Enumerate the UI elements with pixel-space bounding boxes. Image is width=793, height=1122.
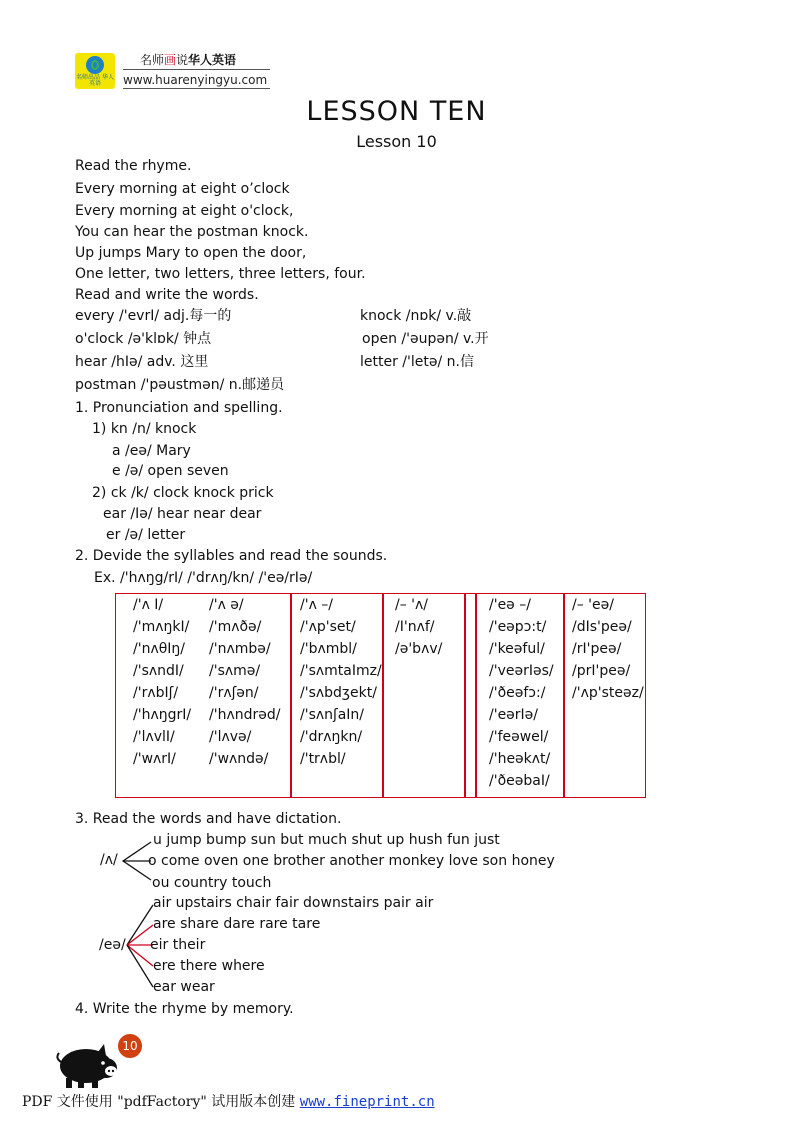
table-cell: /'lʌvə/ (209, 729, 252, 745)
table-cell: /'keəful/ (489, 641, 545, 657)
header-rule (123, 88, 270, 89)
rhyme-title: Every morning at eight o’clock (75, 181, 290, 197)
table-header-cell: /'ʌ I/ (133, 597, 164, 613)
table-cell: /'rʌbIʃ/ (133, 685, 179, 701)
table-cell: /I'nʌf/ (395, 619, 435, 635)
table-cell: /'hʌndrəd/ (209, 707, 281, 723)
table-header-cell: /'ʌ ə/ (209, 597, 244, 613)
table-header-cell: /– 'eə/ (572, 597, 614, 613)
table-cell: /'sʌndI/ (133, 663, 184, 679)
table-cell: /'wʌrI/ (133, 751, 176, 767)
table-cell: /'lʌvlI/ (133, 729, 175, 745)
table-divider (382, 593, 384, 798)
logo-s-icon (86, 56, 104, 74)
phonics-line: a /eə/ Mary (112, 443, 191, 459)
rhyme-line: Every morning at eight o'clock, (75, 203, 294, 219)
table-cell: /'eəpɔ:t/ (489, 619, 547, 635)
sound-label: /eə/ (99, 937, 126, 953)
table-header-cell: /'eə –/ (489, 597, 531, 613)
table-column-6 (572, 594, 644, 704)
brand-part: 名师 (140, 53, 165, 67)
table-cell: /'bʌmbl/ (300, 641, 357, 657)
table-cell: /'drʌŋkn/ (300, 729, 363, 745)
table-divider (464, 593, 466, 798)
word-row: ear wear (153, 979, 215, 995)
table-cell: /'sʌmə/ (209, 663, 261, 679)
table-cell: /'sʌnʃaIn/ (300, 707, 365, 723)
table-cell: /dIs'peə/ (572, 619, 632, 635)
brand-name (140, 53, 236, 68)
table-cell: /'ðeəbaI/ (489, 773, 550, 789)
rhyme-line: You can hear the postman knock. (75, 224, 309, 240)
table-cell: /'ʌp'set/ (300, 619, 356, 635)
footer-text: PDF 文件使用 "pdfFactory" 试用版本创建 (22, 1094, 300, 1110)
rhyme-line: One letter, two letters, three letters, four. (75, 266, 366, 282)
table-cell: /'rʌʃən/ (209, 685, 259, 701)
table-column-3 (300, 594, 382, 770)
header-rule (123, 69, 270, 70)
table-cell: /'sʌbdʒekt/ (300, 685, 377, 701)
word-row: ere there where (153, 958, 265, 974)
section-heading: 3. Read the words and have dictation. (75, 811, 342, 827)
pig-icon (56, 1042, 122, 1090)
table-cell: /'eərIə/ (489, 707, 539, 723)
table-cell: /'mʌðə/ (209, 619, 262, 635)
vocab-entry: postman /'pəustmən/ n.邮递员 (75, 377, 285, 393)
brand-part-red: 画 (164, 53, 177, 67)
page-number-badge: 10 (118, 1034, 142, 1058)
brand-part: 说 (176, 53, 189, 67)
table-header-cell: /– 'ʌ/ (395, 597, 429, 613)
table-cell: /rI'peə/ (572, 641, 622, 657)
example-line: Ex. /'hʌŋg/rI/ /'drʌŋ/kn/ /'eə/rIə/ (94, 570, 313, 586)
logo-caption: 名师出品 华人英语 (76, 74, 114, 87)
instruction-words: Read and write the words. (75, 287, 259, 303)
word-row: air upstairs chair fair downstairs pair air (153, 895, 434, 911)
word-row: ou country touch (152, 875, 272, 891)
table-column-4 (395, 594, 442, 660)
table-cell: /'hʌŋgrI/ (133, 707, 192, 723)
table-cell: /'nʌθIŋ/ (133, 641, 186, 657)
logo (75, 53, 115, 89)
word-row: o come oven one brother another monkey love son honey (148, 853, 555, 869)
table-cell: /'sʌmtaImz/ (300, 663, 382, 679)
table-cell: /'mʌŋkI/ (133, 619, 190, 635)
table-column-2 (209, 594, 280, 770)
vocab-entry: letter /'letə/ n.信 (360, 354, 474, 370)
word-row: are share dare rare tare (153, 916, 321, 932)
brand-part: 华人英语 (188, 53, 237, 67)
page-subtitle: Lesson 10 (356, 132, 437, 151)
section-heading: 4. Write the rhyme by memory. (75, 1001, 294, 1017)
table-divider (475, 593, 477, 798)
vocab-entry: o'clock /ə'klɒk/ 钟点 (75, 331, 212, 347)
phonics-line: 1) kn /n/ knock (92, 421, 197, 437)
table-cell: /'nʌmbə/ (209, 641, 271, 657)
footer-link[interactable]: www.fineprint.cn (299, 1094, 435, 1110)
section-heading: 2. Devide the syllables and read the sounds. (75, 548, 388, 564)
table-cell: /'ðeəfɔ:/ (489, 685, 546, 701)
table-cell: /'heəkʌt/ (489, 751, 551, 767)
table-cell: /'veərIəs/ (489, 663, 554, 679)
phonics-line: er /ə/ letter (106, 527, 186, 543)
table-divider (563, 593, 565, 798)
table-cell: /'wʌndə/ (209, 751, 269, 767)
table-cell: /'ʌp'steəz/ (572, 685, 644, 701)
phonics-line: ear /Iə/ hear near dear (103, 506, 262, 522)
phonics-line: e /ə/ open seven (112, 463, 229, 479)
vocab-entry: knock /nɒk/ v.敲 (360, 308, 472, 324)
table-cell: /'feəwel/ (489, 729, 549, 745)
table-column-5 (489, 594, 554, 792)
site-url[interactable]: www.huarenyingyu.com (123, 73, 268, 87)
pdf-footer (22, 1093, 435, 1111)
word-row: eir their (150, 937, 206, 953)
table-column-1 (133, 594, 191, 770)
word-row: u jump bump sun but much shut up hush fun just (153, 832, 500, 848)
table-cell: /prI'peə/ (572, 663, 631, 679)
table-cell: /'trʌbl/ (300, 751, 346, 767)
instruction-rhyme: Read the rhyme. (75, 158, 192, 174)
section-heading: 1. Pronunciation and spelling. (75, 400, 283, 416)
table-header-cell: /'ʌ –/ (300, 597, 334, 613)
vocab-entry: hear /hIə/ adv. 这里 (75, 354, 209, 370)
vocab-entry: every /'evrI/ adj.每一的 (75, 308, 232, 324)
phonics-line: 2) ck /k/ clock knock prick (92, 485, 274, 501)
table-divider (290, 593, 292, 798)
table-cell: /ə'bʌv/ (395, 641, 443, 657)
vocab-entry: open /'əupən/ v.开 (362, 331, 489, 347)
page-title: LESSON TEN (306, 96, 487, 127)
sound-label: /ʌ/ (100, 852, 118, 868)
rhyme-line: Up jumps Mary to open the door, (75, 245, 307, 261)
